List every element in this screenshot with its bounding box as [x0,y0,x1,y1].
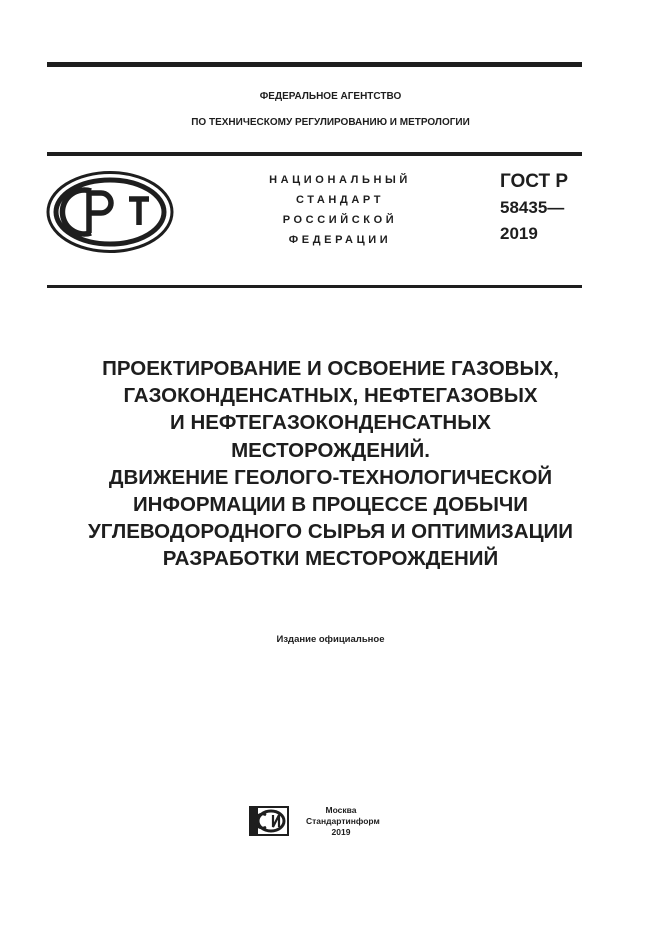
rst-certification-icon [45,170,175,254]
title-line: МЕСТОРОЖДЕНИЙ. [231,438,430,462]
standartinform-icon [249,806,289,836]
title-line: ПРОЕКТИРОВАНИЕ И ОСВОЕНИЕ ГАЗОВЫХ, [102,357,559,380]
gost-designation [500,168,568,247]
gost-year: 2019 [500,224,538,243]
agency-name-line2: ПО ТЕХНИЧЕСКОМУ РЕГУЛИРОВАНИЮ И МЕТРОЛОГИИ [191,117,470,128]
agency-name-line1: ФЕДЕРАЛЬНОЕ АГЕНТСТВО [259,91,402,102]
national-standard-line: ФЕДЕРАЦИИ [288,234,392,246]
edition-label: Издание официальное [276,634,385,645]
gost-number: 58435— [500,198,565,217]
national-standard-title [240,170,440,250]
national-standard-line: НАЦИОНАЛЬНЫЙ [269,174,411,186]
title-line: И НЕФТЕГАЗОКОНДЕНСАТНЫХ [170,411,491,435]
section-rule [47,285,582,288]
document-title [40,355,621,573]
publisher-year: 2019 [331,827,351,837]
title-line: ИНФОРМАЦИИ В ПРОЦЕССЕ ДОБЫЧИ [132,493,529,517]
national-standard-line: РОССИЙСКОЙ [282,214,398,226]
gost-label: ГОСТ Р [500,171,569,192]
publisher-city: Москва [325,805,357,815]
title-line: ГАЗОКОНДЕНСАТНЫХ, НЕФТЕГАЗОВЫХ [123,384,538,408]
top-rule [47,62,582,67]
national-standard-line: СТАНДАРТ [295,194,385,206]
publisher-name: Стандартинформ [306,816,380,826]
title-line: РАЗРАБОТКИ МЕСТОРОЖДЕНИЙ [162,547,499,571]
title-line: ДВИЖЕНИЕ ГЕОЛОГО-ТЕХНОЛОГИЧЕСКОЙ [108,465,553,489]
publisher-info [306,805,380,838]
header-rule [47,152,582,156]
title-line: УГЛЕВОДОРОДНОГО СЫРЬЯ И ОПТИМИЗАЦИИ [87,520,574,544]
